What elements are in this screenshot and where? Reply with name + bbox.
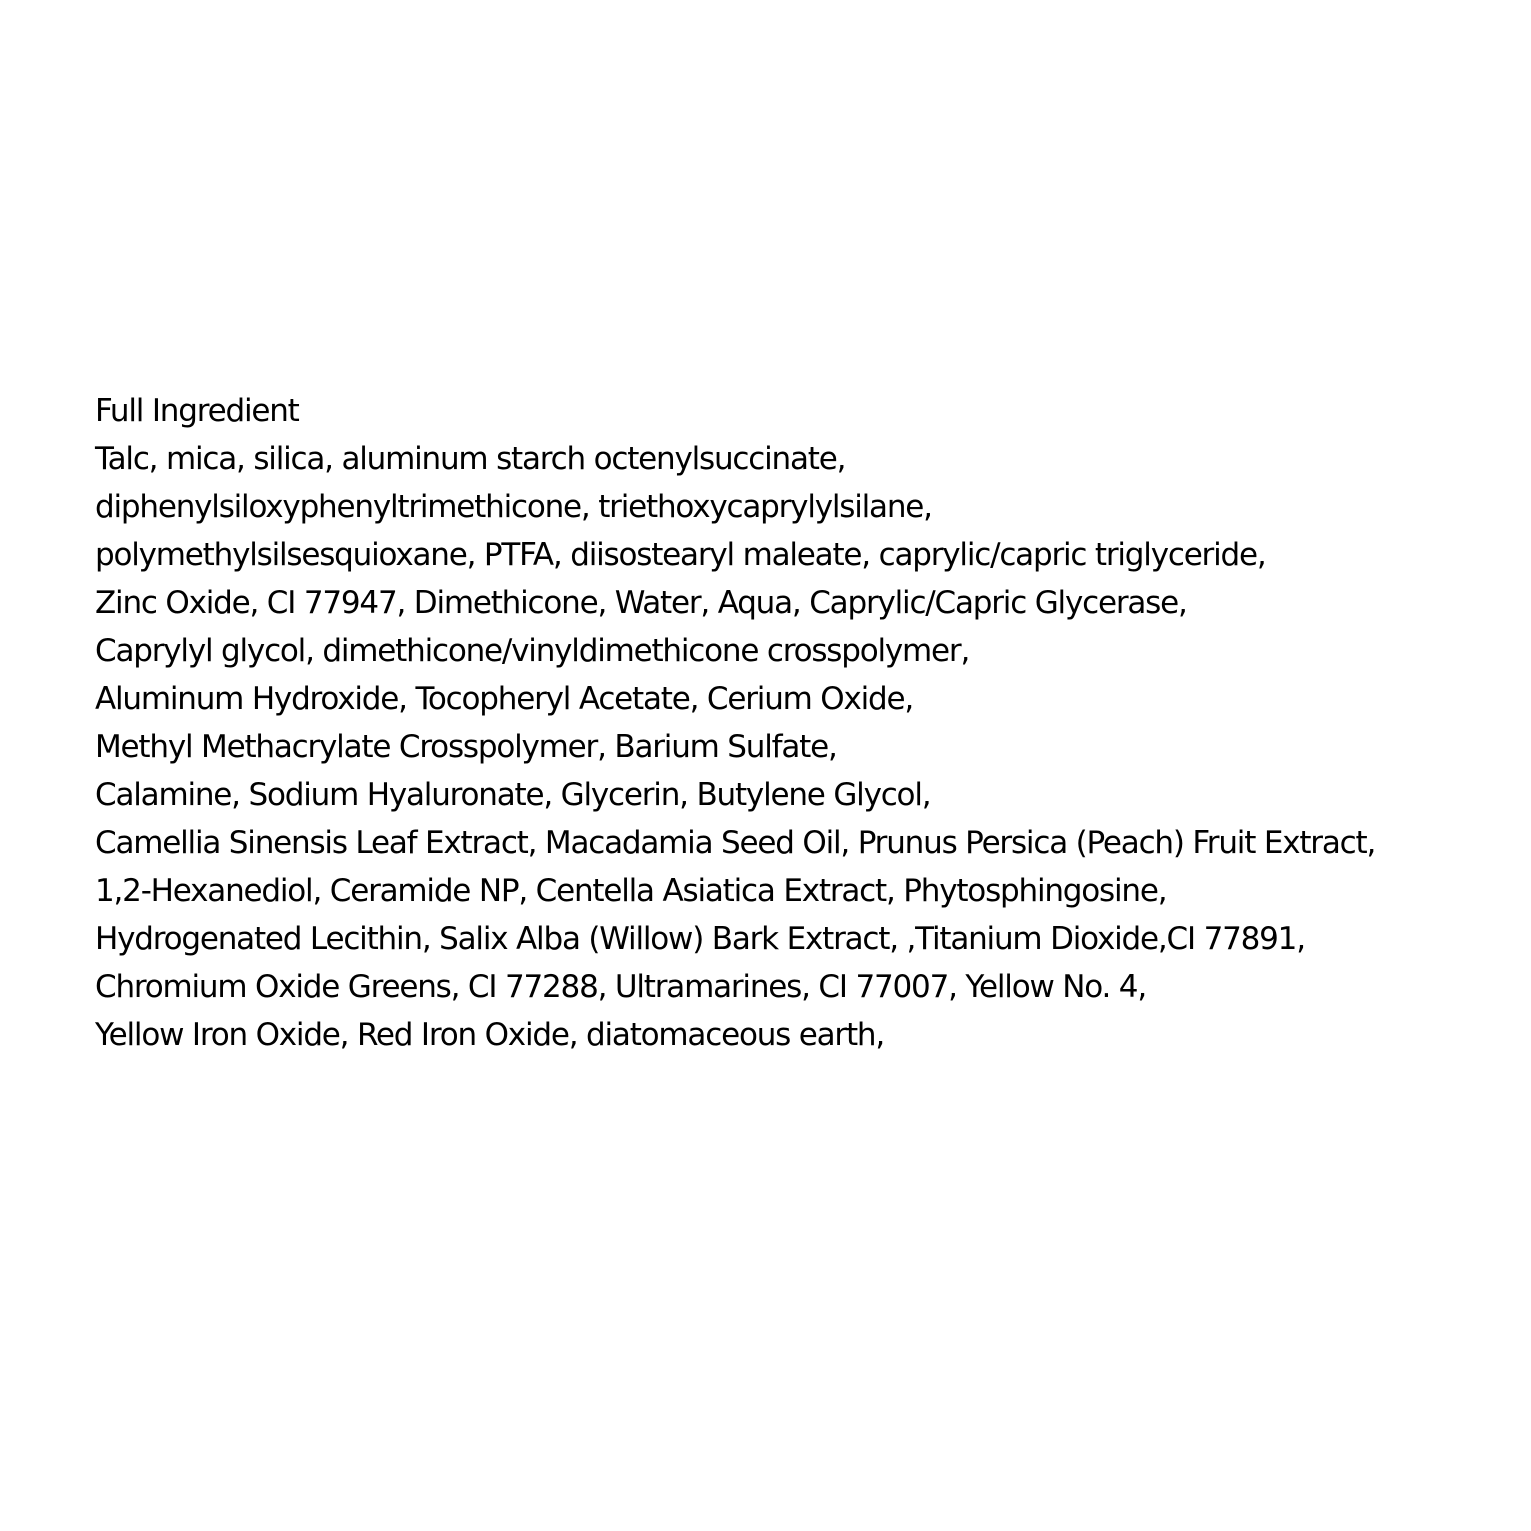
ingredient-line: Caprylyl glycol, dimethicone/vinyldimethicone crosspolymer, <box>95 633 970 669</box>
ingredient-line: Hydrogenated Lecithin, Salix Alba (Willow) Bark Extract, ,Titanium Dioxide,CI 77891, <box>95 921 1305 957</box>
ingredient-line: Talc, mica, silica, aluminum starch octenylsuccinate, <box>95 441 846 477</box>
ingredient-line: Yellow Iron Oxide, Red Iron Oxide, diatomaceous earth, <box>95 1017 885 1053</box>
ingredient-line: Methyl Methacrylate Crosspolymer, Barium Sulfate, <box>95 729 837 765</box>
ingredient-line: diphenylsiloxyphenyltrimethicone, triethoxycaprylylsilane, <box>95 489 932 525</box>
ingredient-heading: Full Ingredient <box>95 393 299 429</box>
ingredient-line: Camellia Sinensis Leaf Extract, Macadamia Seed Oil, Prunus Persica (Peach) Fruit Extract, <box>95 825 1376 861</box>
ingredient-line: polymethylsilsesquioxane, PTFA, diisostearyl maleate, caprylic/capric triglyceride, <box>95 537 1266 573</box>
ingredient-line: Chromium Oxide Greens, CI 77288, Ultramarines, CI 77007, Yellow No. 4, <box>95 969 1146 1005</box>
ingredient-line: Calamine, Sodium Hyaluronate, Glycerin, Butylene Glycol, <box>95 777 931 813</box>
ingredient-list <box>95 387 1515 1059</box>
ingredient-line: Zinc Oxide, CI 77947, Dimethicone, Water, Aqua, Caprylic/Capric Glycerase, <box>95 585 1187 621</box>
ingredient-line: Aluminum Hydroxide, Tocopheryl Acetate, Cerium Oxide, <box>95 681 914 717</box>
ingredient-line: 1,2-Hexanediol, Ceramide NP, Centella Asiatica Extract, Phytosphingosine, <box>95 873 1167 909</box>
